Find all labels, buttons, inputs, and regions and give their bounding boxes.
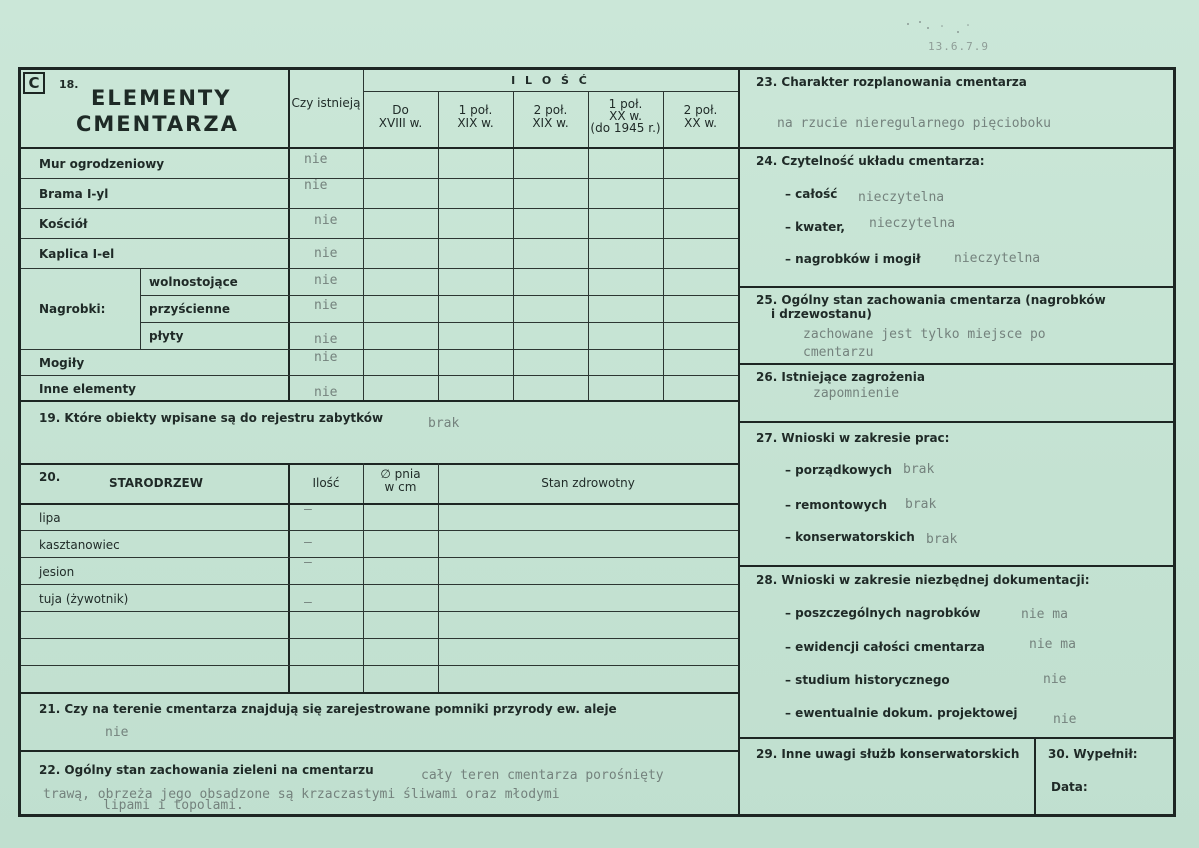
- q28-item-1-label: – poszczególnych nagrobków: [785, 606, 981, 620]
- q28-item-2-label: – ewidencji całości cmentarza: [785, 640, 985, 654]
- q24-item-3-answer: nieczytelna: [954, 251, 1041, 266]
- tree-count-ash: –: [304, 555, 312, 570]
- stamp-text: 13.6.7.9: [928, 40, 989, 53]
- row-label-freestanding: wolnostojące: [149, 275, 238, 289]
- q22-answer-2: trawą, obrzeża jego obsadzone są krzaczastymi śliwami oraz młodymi: [43, 787, 560, 802]
- elements-title-2: CMENTARZA: [76, 112, 239, 136]
- q25-answer-1: zachowane jest tylko miejsce po: [803, 327, 1046, 342]
- period-header-1: Do XVIII w.: [378, 103, 423, 130]
- tree-count-thuja: –: [304, 595, 312, 610]
- q23-answer: na rzucie nieregularnego pięcioboku: [777, 116, 1051, 131]
- elements-title-1: ELEMENTY: [91, 86, 232, 110]
- exists-header: Czy istnieją: [291, 96, 361, 110]
- q26-label: 26. Istniejące zagrożenia: [756, 370, 925, 384]
- q19-answer: brak: [428, 416, 460, 431]
- tree-name-ash: jesion: [39, 565, 75, 579]
- q27-item-2-label: – remontowych: [785, 498, 888, 512]
- q24-item-1-label: – całość: [785, 187, 838, 201]
- row-value-chapel: nie: [314, 246, 338, 261]
- row-label-chapel: Kaplica I-el: [39, 247, 115, 261]
- q28-item-3-label: – studium historycznego: [785, 673, 950, 687]
- row-value-church: nie: [314, 213, 338, 228]
- q27-item-3-answer: brak: [926, 532, 958, 547]
- tree-name-linden: lipa: [39, 511, 61, 525]
- row-label-tombstones: Nagrobki:: [39, 302, 106, 316]
- period-header-5: 2 poł. XX w.: [683, 103, 718, 130]
- row-value-wall-mounted: nie: [314, 298, 338, 313]
- row-label-slabs: płyty: [149, 329, 184, 343]
- q24-item-1-answer: nieczytelna: [858, 190, 945, 205]
- q22-label: 22. Ogólny stan zachowania zieleni na cmentarzu: [39, 763, 374, 777]
- q28-item-3-answer: nie: [1043, 672, 1067, 687]
- row-value-other: nie: [314, 385, 338, 400]
- row-label-wall-mounted: przyścienne: [149, 302, 231, 316]
- row-label-gate: Brama I-yl: [39, 187, 109, 201]
- row-label-graves: Mogiły: [39, 356, 85, 370]
- q21-answer: nie: [105, 725, 129, 740]
- q25-label-1: 25. Ogólny stan zachowania cmentarza (nagrobków: [756, 293, 1106, 307]
- row-value-wall: nie: [304, 152, 328, 167]
- q30-label: 30. Wypełnił:: [1048, 747, 1138, 761]
- row-value-slabs: nie: [314, 332, 338, 347]
- period-header-4: 1 poł. XX w. (do 1945 r.): [590, 97, 661, 135]
- q27-item-3-label: – konserwatorskich: [785, 530, 915, 544]
- q19-label: 19. Które obiekty wpisane są do rejestru zabytków: [39, 411, 384, 425]
- trees-title: STARODRZEW: [109, 476, 203, 490]
- q27-item-2-answer: brak: [905, 497, 937, 512]
- quantity-header: I L O Ś Ć: [511, 74, 590, 87]
- trees-diameter-header: ∅ pnia w cm: [380, 467, 421, 494]
- tree-name-thuja: tuja (żywotnik): [39, 592, 129, 606]
- q25-answer-2: cmentarzu: [803, 345, 874, 360]
- trees-count-header: Ilość: [312, 476, 340, 490]
- center-divider: [738, 70, 740, 814]
- q24-item-2-answer: nieczytelna: [869, 216, 956, 231]
- q22-answer-3: lipami i topolami.: [103, 798, 244, 813]
- q27-item-1-label: – porządkowych: [785, 463, 893, 477]
- row-label-other: Inne elementy: [39, 382, 137, 396]
- tree-count-linden: –: [304, 502, 312, 517]
- q28-label: 28. Wnioski w zakresie niezbędnej dokumentacji:: [756, 573, 1090, 587]
- row-label-wall: Mur ogrodzeniowy: [39, 157, 165, 171]
- q25-label-2: i drzewostanu): [771, 307, 872, 321]
- tree-count-chestnut: –: [304, 535, 312, 550]
- tree-name-chestnut: kasztanowiec: [39, 538, 120, 552]
- q27-label: 27. Wnioski w zakresie prac:: [756, 431, 950, 445]
- q28-item-1-answer: nie ma: [1021, 607, 1068, 622]
- q23-label: 23. Charakter rozplanowania cmentarza: [756, 75, 1027, 89]
- trees-health-header: Stan zdrowotny: [541, 476, 635, 490]
- form-frame: [18, 67, 1176, 817]
- q30-date-label: Data:: [1051, 780, 1088, 794]
- row-label-church: Kościół: [39, 217, 88, 231]
- period-header-2: 1 poł. XIX w.: [457, 103, 494, 130]
- row-value-gate: nie: [304, 178, 328, 193]
- q28-item-4-label: – ewentualnie dokum. projektowej: [785, 706, 1018, 720]
- q22-answer-1: cały teren cmentarza porośnięty: [421, 768, 664, 783]
- q27-item-1-answer: brak: [903, 462, 935, 477]
- trees-number: 20.: [39, 470, 61, 484]
- period-header-3: 2 poł. XIX w.: [532, 103, 569, 130]
- section-letter-box: C: [23, 72, 45, 94]
- elements-number: 18.: [59, 78, 79, 91]
- row-value-freestanding: nie: [314, 273, 338, 288]
- q26-answer: zapomnienie: [813, 386, 900, 401]
- q21-label: 21. Czy na terenie cmentarza znajdują się zarejestrowane pomniki przyrody ew. aleje: [39, 702, 617, 716]
- ink-stamp: [898, 18, 988, 60]
- q24-item-3-label: – nagrobków i mogił: [785, 252, 921, 266]
- q28-item-4-answer: nie: [1053, 712, 1077, 727]
- q29-label: 29. Inne uwagi służb konserwatorskich: [756, 747, 1020, 761]
- q24-label: 24. Czytelność układu cmentarza:: [756, 154, 985, 168]
- q28-item-2-answer: nie ma: [1029, 637, 1076, 652]
- row-value-graves: nie: [314, 350, 338, 365]
- q24-item-2-label: – kwater,: [785, 220, 845, 234]
